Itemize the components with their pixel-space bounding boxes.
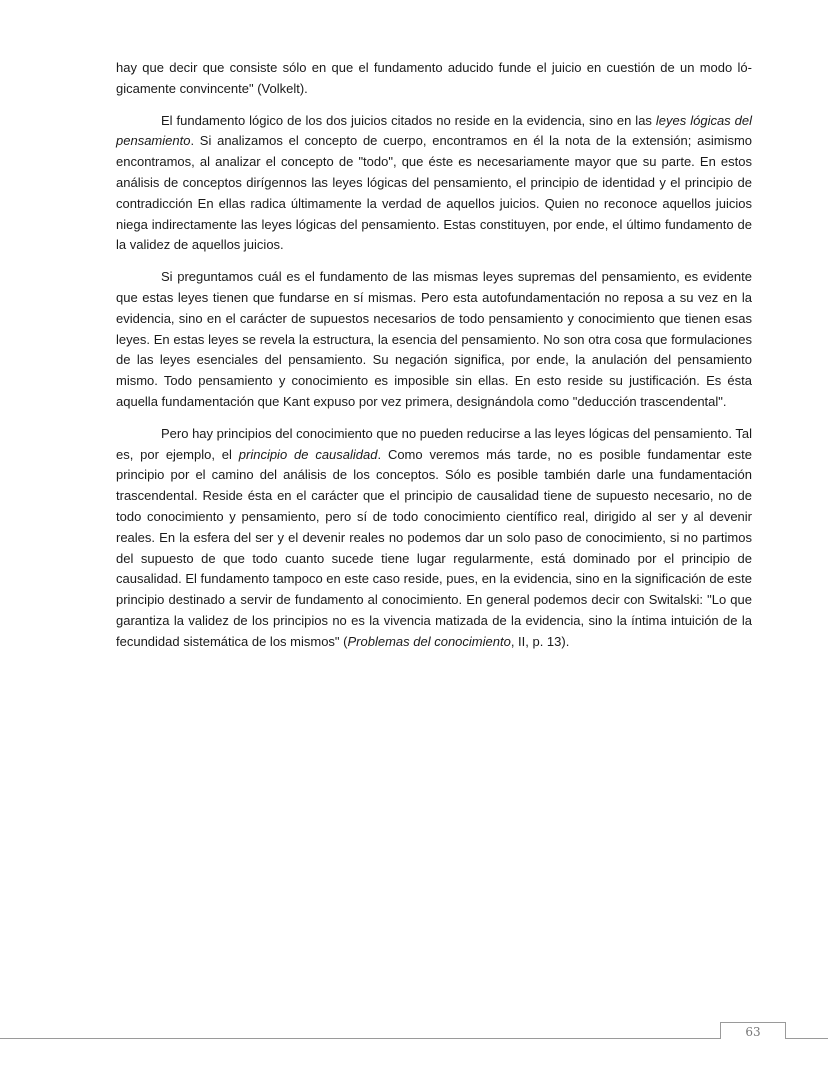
paragraph-4 — [116, 424, 752, 653]
page-number: 63 — [720, 1022, 786, 1039]
paragraph-4-text-a: Pero hay principios del conocimiento que no pueden reducirse a las leyes lógicas del pensamiento. Tal es, por ejemplo, el — [116, 425, 752, 462]
page-body — [116, 58, 752, 664]
footer-rule — [0, 1038, 828, 1039]
paragraph-4-emphasis-principle: principio de causalidad — [238, 446, 378, 462]
paragraph-2 — [116, 111, 752, 257]
paragraph-3-text: Si preguntamos cuál es el fundamento de las mismas leyes supremas del pensamiento, es evidente que estas leyes tienen que fundarse en sí mismas. Pero esta autofundamentación no reposa a su vez en la evidencia, sino en el carácter de supuestos necesarios de todo pensamiento y conocimiento que tienen esas leyes. En estas leyes se revela la estructura, la esencia del pensamiento. No son otra cosa que formulaciones de las leyes esenciales del pensamiento. Su negación significa, por ende, la anulación del pensamiento mismo. Todo pensamiento y conocimiento es imposible sin ellas. En esto reside su justificación. Es ésta aquella fundamentación que Kant expuso por vez primera, designándola como "deducción trascendental". — [116, 269, 752, 409]
paragraph-4-emphasis-book-title: Problemas del conocimiento — [347, 633, 511, 649]
paragraph-2-emphasis: leyes lógicas del pensamiento — [116, 112, 752, 149]
paragraph-2-text-b: . Si analizamos el concepto de cuerpo, encontramos en él la nota de la extensión; asimismo encontramos, al analizar el concepto de "todo", que éste es necesariamente mayor que su parte. En estos análisis de conceptos dirígennos las leyes lógicas del pensamiento, el principio de identidad y el principio de contradicción En ellas radica últimamente la verdad de aquellos juicios. Quien no reconoce aquellos juicios niega indirectamente las leyes lógicas del pensamiento. Estas constituyen, por ende, el último fundamento de la validez de aquellos juicios. — [116, 133, 752, 253]
paragraph-1-text: hay que decir que consiste sólo en que el fundamento aducido funde el juicio en cuestión de un modo lógicamente convincente" (Volkelt). — [116, 60, 752, 96]
paragraph-3 — [116, 267, 752, 413]
paragraph-2-text-a: El fundamento lógico de los dos juicios citados no reside en la evidencia, sino en las — [161, 112, 656, 128]
paragraph-1 — [116, 58, 752, 100]
paragraph-4-text-c: , II, p. 13). — [510, 633, 570, 649]
paragraph-4-text-b: . Como veremos más tarde, no es posible fundamentar este principio por el camino del análisis de los conceptos. Sólo es posible también darle una fundamentación trascendental. Reside ésta en el carácter que el principio de causalidad tiene de supuesto necesario, no de todo conocimiento y pensamiento, pero sí de todo conocimiento científico real, dirigido al ser y al devenir reales. En la esfera del ser y el devenir reales no podemos dar un solo paso de conocimiento, si no partimos del supuesto de que todo cuanto sucede tiene lugar regularmente, está dominado por el principio de causalidad. El fundamento tampoco en este caso reside, pues, en la evidencia, sino en la significación de este principio destinado a servir de fundamento al conocimiento. En general podemos decir con Switalski: "Lo que garantiza la validez de los principios no es la vivencia matizada de la evidencia, sino la íntima intuición de la fecundidad sistemática de los mismos" ( — [116, 446, 752, 649]
